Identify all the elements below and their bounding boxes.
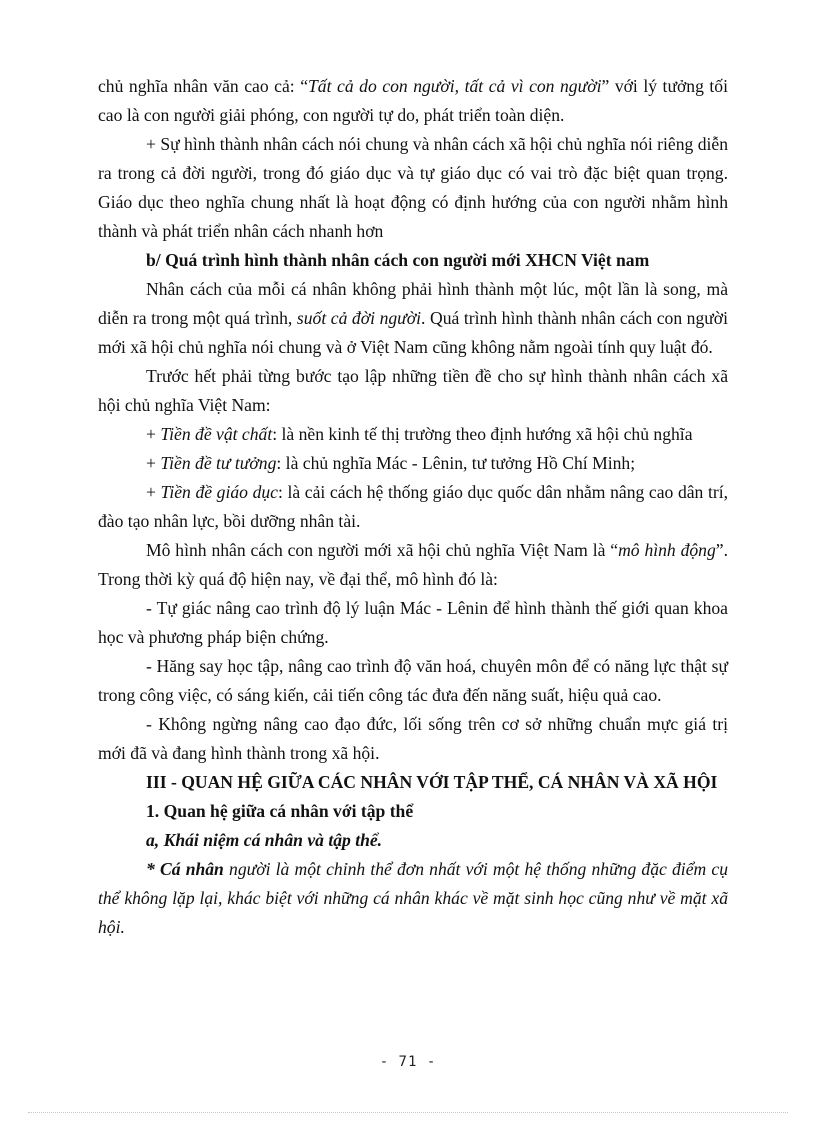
paragraph-process (98, 275, 728, 362)
emphasis-text: mô hình động (618, 540, 716, 560)
model-item: - Không ngừng nâng cao đạo đức, lối sống trên cơ sở những chuẩn mực giá trị mới đã và đang hình thành trong xã hội. (98, 714, 728, 763)
premise-term: Tiền đề vật chất (160, 424, 273, 444)
definition-term: Cá nhân (159, 859, 224, 879)
premise-term: Tiền đề giáo dục (160, 482, 278, 502)
heading-1: 1. Quan hệ giữa cá nhân với tập thể (146, 801, 414, 821)
quote-text: Tất cả do con người, tất cả vì con người (308, 76, 602, 96)
bottom-divider (28, 1112, 788, 1113)
model-item: - Hăng say học tập, nâng cao trình độ văn hoá, chuyên môn để có năng lực thật sự trong công việc, có sáng kiến, cải tiến công tác đưa đến năng suất, hiệu quả cao. (98, 656, 728, 705)
section-heading-iii: III - QUAN HỆ GIỮA CÁC NHÂN VỚI TẬP THỂ, CÁ NHÂN VÀ XÃ HỘI (146, 772, 718, 792)
text-run: . Quá trình hình thành nhân cách con người mới xã hội chủ nghĩa nói chung và ở Việt Nam cũng không nằm ngoài tính quy luật đó. (98, 308, 729, 357)
model-item: - Tự giác nâng cao trình độ lý luận Mác - Lênin để hình thành thế giới quan khoa học và phương pháp biện chứng. (98, 598, 728, 647)
paragraph-model: Mô hình nhân cách con người mới xã hội chủ nghĩa Việt Nam là “mô hình động”. Trong thời kỳ quá độ hiện nay, về đại thể, mô hình đó là: (98, 540, 728, 589)
emphasis-text: suốt cả đời người (296, 308, 422, 328)
text-run: Nhân cách của mỗi cá nhân không phải hình thành một lúc, một lần là song, mà diễn ra trong một quá trình, (98, 279, 728, 328)
premise-item: + Tiền đề tư tưởng: là chủ nghĩa Mác - Lênin, tư tưởng Hồ Chí Minh; (146, 453, 636, 473)
paragraph-formation: + Sự hình thành nhân cách nói chung và nhân cách xã hội chủ nghĩa nói riêng diễn ra trong cả đời người, trong đó giáo dục và tự giáo dục có vai trò đặc biệt quan trọng. Giáo dục theo nghĩa chung nhất là hoạt động có định hướng của con người nhằm hình thành và phát triển nhân cách nhanh hơn (98, 134, 728, 241)
text-run: ” với lý tưởng tối cao là con người giải phóng, con người tự do, phát triển toàn diện. (98, 76, 728, 125)
premise-item: + Tiền đề vật chất: là nền kinh tế thị trường theo định hướng xã hội chủ nghĩa (146, 424, 693, 444)
document-page (98, 72, 728, 942)
definition-individual: * Cá nhân người là một chỉnh thể đơn nhất với một hệ thống những đặc điểm cụ thể không lặp lại, khác biệt với những cá nhân khác về mặt sinh học cũng như về mặt xã hội. (98, 859, 728, 937)
premise-item: + Tiền đề giáo dục: là cải cách hệ thống giáo dục quốc dân nhằm nâng cao dân trí, đào tạo nhân lực, bồi dưỡng nhân tài. (98, 482, 728, 531)
heading-b: b/ Quá trình hình thành nhân cách con người mới XHCN Việt nam (146, 250, 650, 270)
text-run: chủ nghĩa nhân văn cao cả: “ (98, 76, 309, 96)
page-number: - 71 - (379, 1054, 437, 1070)
paragraph-premises-intro: Trước hết phải từng bước tạo lập những tiền đề cho sự hình thành nhân cách xã hội chủ nghĩa Việt Nam: (98, 366, 728, 415)
heading-a: a, Khái niệm cá nhân và tập thể. (146, 830, 383, 850)
paragraph-humanism (98, 72, 728, 130)
premise-term: Tiền đề tư tưởng (160, 453, 277, 473)
